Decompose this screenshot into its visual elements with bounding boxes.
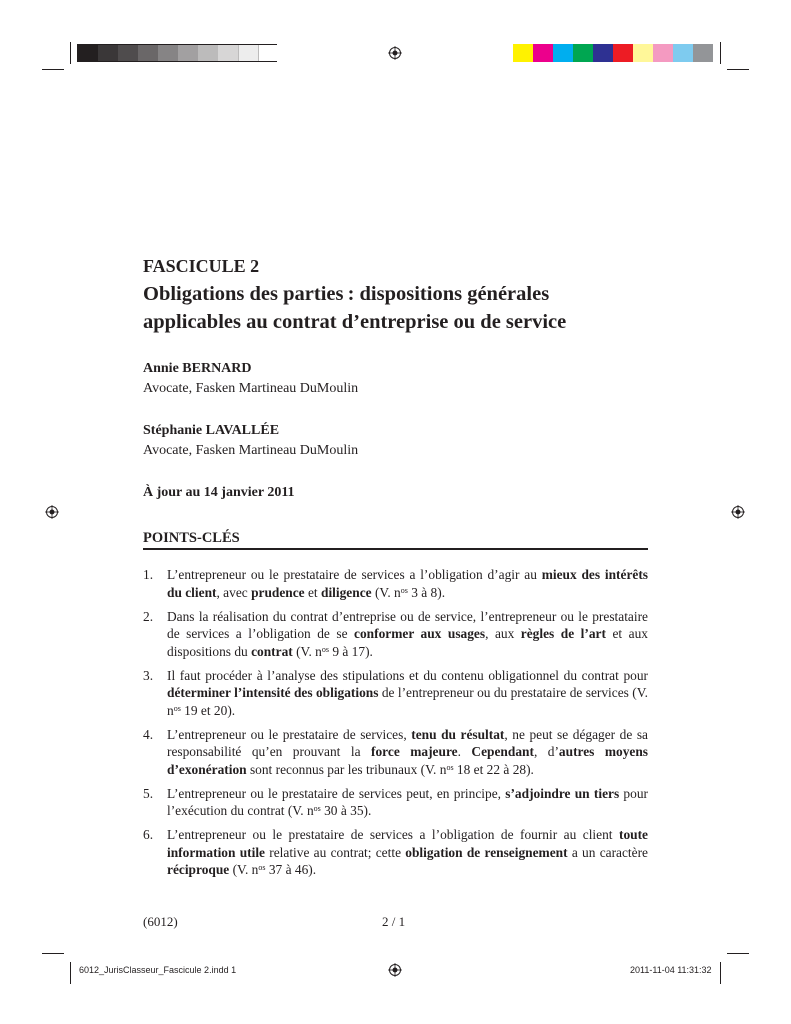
- author-block: [143, 421, 358, 461]
- registration-target-icon: [45, 505, 59, 519]
- gray-swatch: [138, 45, 158, 61]
- key-point-emphasis: s’adjoindre un tiers: [505, 785, 620, 801]
- key-point-text: , ne peut se dégager de sa responsabilité qu’en prouvant la: [167, 726, 648, 759]
- grayscale-calibration-bar: [77, 44, 277, 62]
- crop-mark-tl-v: [70, 42, 71, 64]
- key-point-text: , d’: [533, 744, 559, 759]
- gray-swatch: [158, 45, 178, 61]
- key-point-text: L’entrepreneur ou le prestataire de services a l’obligation d’agir au: [167, 567, 542, 582]
- crop-mark-bl-h: [42, 953, 64, 954]
- key-point-emphasis: Cependant: [471, 744, 534, 759]
- color-swatch: [573, 44, 593, 62]
- key-point-text: .: [457, 744, 472, 759]
- key-point-number: 3.: [143, 667, 154, 683]
- key-point-emphasis: réciproque: [167, 862, 230, 877]
- key-point-text: de l’entrepreneur ou du prestataire de services (V. n: [167, 685, 648, 718]
- document-title-line: applicables au contrat d’entreprise ou de service: [143, 311, 567, 333]
- key-point-emphasis: prudence: [251, 584, 305, 600]
- author-role: Avocate, Fasken Martineau DuMoulin: [143, 443, 359, 458]
- key-point-text: 18 et 22 à 28).: [453, 761, 534, 777]
- document-title-line: Obligations des parties : dispositions générales: [143, 283, 550, 305]
- crop-mark-bl-v: [70, 962, 71, 984]
- key-point-emphasis: tenu du résultat: [411, 726, 505, 742]
- key-point-text: et: [304, 584, 321, 600]
- gray-swatch: [118, 45, 138, 61]
- author-name: Annie BERNARD: [143, 361, 252, 376]
- color-swatch: [613, 44, 633, 62]
- author-block: [143, 359, 358, 399]
- gray-swatch: [238, 45, 259, 61]
- color-swatch: [513, 44, 533, 62]
- key-point-number: 5.: [143, 785, 154, 801]
- key-point-emphasis: obligation de renseignement: [405, 844, 568, 860]
- key-point-text: 3 à 8).: [407, 584, 446, 600]
- page-number: 2 / 1: [382, 914, 406, 929]
- crop-mark-tr-h: [727, 69, 749, 70]
- key-point-number: 4.: [143, 726, 154, 742]
- key-point-emphasis: diligence: [321, 584, 372, 600]
- color-swatch: [633, 44, 653, 62]
- key-point-text: Dans la réalisation du contrat d’entreprise ou de service, l’entrepreneur ou le prestataire de services a l’obligation de se: [167, 608, 648, 641]
- key-point-text: relative au contrat; cette: [265, 844, 406, 860]
- color-swatch: [653, 44, 673, 62]
- key-point-text: , aux: [485, 626, 521, 641]
- gray-swatch: [78, 45, 98, 61]
- document-title: [143, 280, 703, 336]
- key-point-text: os: [321, 644, 329, 654]
- key-point-text: sont reconnus par les tribunaux (V. n: [246, 761, 447, 777]
- key-point-text: os: [258, 863, 266, 872]
- color-swatch: [553, 44, 573, 62]
- key-point-text: os: [446, 762, 454, 772]
- key-point-item: [143, 826, 648, 879]
- fascicule-label: FASCICULE 2: [143, 256, 260, 276]
- key-point-text: os: [173, 703, 181, 713]
- key-point-text: (V. n: [292, 643, 322, 659]
- registration-target-icon: [388, 46, 402, 60]
- key-point-text: os: [313, 804, 321, 813]
- key-point-text: , avec: [216, 584, 252, 600]
- key-point-text: (V. n: [371, 584, 401, 600]
- gray-swatch: [198, 45, 218, 61]
- color-swatch: [693, 44, 713, 62]
- crop-mark-tr-v: [720, 42, 721, 64]
- update-date: À jour au 14 janvier 2011: [143, 485, 295, 500]
- key-point-text: pour l’exécution du contrat (V. n: [167, 785, 648, 818]
- registration-target-icon: [731, 505, 745, 519]
- key-point-emphasis: autres moyens d’exonération: [167, 744, 648, 777]
- key-point-text: et aux dispositions du: [167, 626, 648, 659]
- key-point-number: 6.: [143, 827, 154, 842]
- key-point-text: a un caractère: [567, 844, 648, 860]
- key-point-number: 2.: [143, 608, 154, 624]
- key-point-item: [143, 566, 648, 601]
- key-points-list: [143, 566, 648, 885]
- key-point-text: 9 à 17).: [329, 643, 373, 659]
- gray-swatch: [98, 45, 118, 61]
- slug-timestamp: 2011-11-04 11:31:32: [630, 965, 712, 975]
- crop-mark-br-v: [720, 962, 721, 984]
- color-calibration-bar: [513, 44, 713, 62]
- key-point-item: [143, 667, 648, 720]
- key-point-emphasis: déterminer l’intensité des obligations: [167, 685, 379, 700]
- key-point-text: (V. n: [229, 862, 259, 877]
- key-point-emphasis: toute information utile: [167, 827, 648, 860]
- key-point-text: L’entrepreneur ou le prestataire de services peut, en principe,: [167, 785, 506, 801]
- key-point-number: 1.: [143, 567, 154, 582]
- key-point-text: os: [400, 585, 408, 595]
- gray-swatch: [258, 45, 279, 61]
- gray-swatch: [178, 45, 198, 61]
- registration-target-icon: [388, 963, 402, 977]
- key-point-text: L’entrepreneur ou le prestataire de services,: [167, 726, 412, 742]
- footer-code: (6012): [143, 914, 178, 929]
- author-name: Stéphanie LAVALLÉE: [143, 423, 280, 438]
- author-role: Avocate, Fasken Martineau DuMoulin: [143, 381, 359, 396]
- gray-swatch: [218, 45, 238, 61]
- key-point-text: 19 et 20).: [180, 702, 236, 718]
- key-point-text: 30 à 35).: [320, 803, 372, 818]
- key-point-text: 37 à 46).: [265, 862, 317, 877]
- color-swatch: [673, 44, 693, 62]
- key-point-text: L’entrepreneur ou le prestataire de services a l’obligation de fournir au client: [167, 827, 619, 842]
- key-point-emphasis: contrat: [251, 643, 293, 659]
- section-title: POINTS-CLÉS: [143, 530, 240, 546]
- color-swatch: [533, 44, 553, 62]
- key-point-item: [143, 785, 648, 820]
- key-point-text: Il faut procéder à l’analyse des stipulations et du contenu obligationnel du contrat pour: [167, 667, 648, 683]
- slug-filename: 6012_JurisClasseur_Fascicule 2.indd 1: [79, 965, 237, 975]
- color-swatch: [593, 44, 613, 62]
- key-point-emphasis: force majeure: [371, 744, 458, 759]
- section-divider: [143, 548, 648, 550]
- key-point-emphasis: conformer aux usages: [354, 626, 486, 641]
- crop-mark-br-h: [727, 953, 749, 954]
- key-point-item: [143, 608, 648, 661]
- key-point-item: [143, 726, 648, 779]
- key-point-emphasis: mieux des intérêts du client: [167, 567, 648, 600]
- key-point-emphasis: règles de l’art: [520, 626, 606, 641]
- crop-mark-tl-h: [42, 69, 64, 70]
